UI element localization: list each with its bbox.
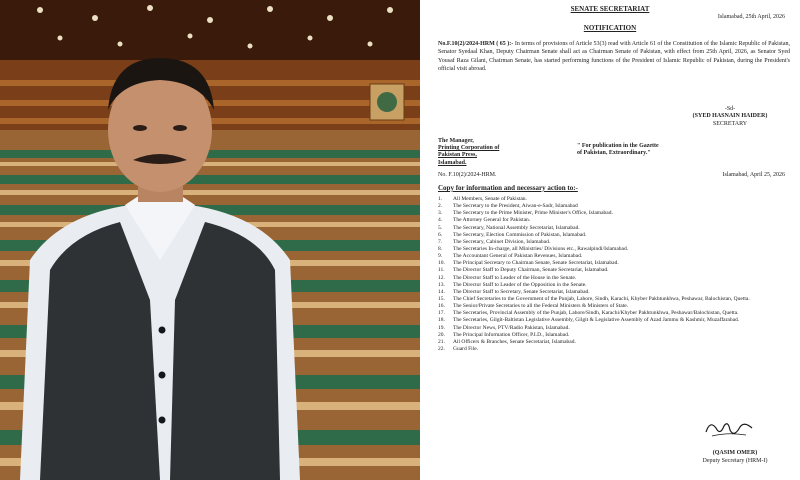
list-item — [438, 346, 790, 353]
list-item-number: 11. — [438, 267, 445, 274]
reference-lead: No.F.10(2)/2024-HRM ( 65 ):- — [438, 41, 514, 47]
list-item-text: The Principal Information Officer, P.I.D., Islamabad. — [453, 331, 570, 338]
list-item-text: The Secretaries In-charge, all Ministries/ Divisions etc., Rawalpindi/Islamabad. — [453, 245, 629, 252]
list-item — [438, 239, 790, 246]
list-item-text: All Members, Senate of Pakistan. — [453, 196, 527, 202]
list-item-text: The Secretary, Election Commission of Pakistan, Islamabad. — [453, 231, 587, 238]
list-item — [438, 267, 790, 274]
list-item — [438, 275, 790, 282]
list-item-number: 16. — [438, 303, 445, 310]
deputy-title: Deputy Secretary (HRM-I) — [702, 457, 768, 464]
list-item-text: The Secretaries, Gilgit-Baltistan Legislative Assembly, Gilgit & Legislative Assembly of Azad Jammu & Kashmir, Muzaffarabad. — [453, 317, 740, 324]
list-item-text: The Secretaries, Provincial Assembly of the Punjab, Lahore/Sindh, Karachi/Khyber Pakhtunkhwa, Peshawar/Balochistan, Quetta. — [453, 310, 739, 317]
body-text: In terms of provisions of Article 53(3) read with Article 61 of the Constitution of the Islamic Republic of Pakistan, Senator Syedaal Khan, Deputy Chairman Senate shall act as Chairman Senate of Pakistan, with effect from 25th April, 2026, as Senator Syed Yousaf Raza Gilani, Chairman Senate, has started performing functions of the President of Islamic Republic of Pakistan, during the President's official visit abroad. — [438, 41, 791, 72]
list-item-number: 10. — [438, 260, 445, 267]
list-item — [438, 196, 790, 203]
sd-mark: -Sd- — [724, 106, 736, 112]
list-item — [438, 225, 790, 232]
list-item — [438, 232, 790, 239]
list-item-text: All Officers & Branches, Senate Secretariat, Islamabad. — [453, 338, 576, 345]
list-item-number: 14. — [438, 288, 445, 295]
list-item-number: 15. — [438, 295, 445, 302]
gazette-line: of Pakistan, Extraordinary." — [577, 150, 651, 157]
list-item-text: The Senior/Private Secretaries to all the Federal Ministers & Ministers of State. — [453, 303, 629, 310]
list-item-number: 7. — [438, 238, 443, 245]
gazette-note — [577, 143, 659, 157]
list-item — [438, 253, 790, 260]
list-item-number: 9. — [438, 253, 443, 260]
secretary-title: SECRETARY — [712, 120, 748, 127]
addressee-line: Pakistan Press, — [438, 152, 477, 159]
list-item-number: 21. — [438, 338, 445, 345]
list-item-text: The Chief Secretaries to the Government of the Punjab, Lahore, Sindh, Karachi, Khyber Pakhtunkhwa, Peshawar, Balochistan, Quetta. — [453, 295, 750, 302]
list-item-number: 12. — [438, 274, 445, 281]
list-item-number: 6. — [438, 231, 443, 238]
office-heading: SENATE SECRETARIAT — [570, 5, 650, 13]
signature-block-deputy — [670, 450, 800, 465]
list-item-text: Guard File. — [453, 345, 479, 352]
list-item — [438, 332, 790, 339]
reference-date: Islamabad, April 25, 2026 — [722, 172, 785, 178]
addressee-line: Islamabad. — [438, 159, 467, 166]
notification-heading: NOTIFICATION — [583, 24, 637, 32]
list-item-text: The Accountant General of Pakistan Revenues, Islamabad. — [453, 253, 583, 260]
senate-notification-document — [420, 0, 800, 480]
handwritten-signature-icon — [702, 418, 756, 442]
list-item-text: The Director Staff to Leader of the House in the Senate. — [453, 274, 577, 281]
list-item-text: The Director Staff to Deputy Chairman, Senate Secretariat, Islamabad. — [453, 267, 609, 274]
list-item-number: 18. — [438, 317, 445, 324]
list-item-number: 13. — [438, 281, 445, 288]
copy-list-heading: Copy for information and necessary action to:- — [438, 184, 578, 192]
notification-body — [438, 40, 790, 73]
reference-number: No. F.10(2)/2024-HRM. — [438, 172, 497, 178]
list-item-text: The Secretary to the President, Aiwan-e-Sadr, Islamabad — [453, 203, 578, 210]
list-item — [438, 317, 790, 324]
list-item-text: The Secretary to the Prime Minister, Prime Minister's Office, Islamabad. — [453, 210, 613, 217]
addressee-line: Printing Corporation of — [438, 145, 500, 152]
secretary-name: (SYED HASNAIN HAIDER) — [692, 113, 768, 120]
list-item-number: 2. — [438, 203, 443, 210]
deputy-name: (QASIM OMER) — [712, 450, 758, 456]
list-item-number: 19. — [438, 324, 445, 331]
addressee-block — [438, 138, 499, 167]
list-item-text: The Secretary, National Assembly Secretariat, Islamabad. — [453, 224, 580, 231]
list-item — [438, 289, 790, 296]
list-item-text: The Director Staff to Leader of the Opposition in the Senate. — [453, 281, 587, 288]
list-item-text: The Attorney General for Pakistan. — [453, 217, 531, 224]
list-item-number: 1. — [438, 196, 443, 202]
list-item-text: The Director News, PTV/Radio Pakistan, Islamabad. — [453, 324, 570, 331]
list-item-text: The Director Staff to Secretary, Senate Secretariat, Islamabad. — [453, 288, 590, 295]
list-item-number: 3. — [438, 210, 443, 217]
list-item — [438, 282, 790, 289]
signature-block-secretary — [670, 106, 790, 128]
list-item-number: 5. — [438, 224, 443, 231]
copy-distribution-list — [438, 196, 790, 353]
list-item-number: 22. — [438, 345, 445, 352]
gazette-line: " For publication in the Gazette — [577, 143, 659, 149]
list-item-number: 4. — [438, 217, 443, 224]
list-item-number: 8. — [438, 245, 443, 252]
list-item-text: The Secretary, Cabinet Division, Islamabad. — [453, 238, 551, 245]
date-line: Islamabad, 25th April, 2026 — [717, 14, 785, 20]
list-item — [438, 325, 790, 332]
list-item-number: 20. — [438, 331, 445, 338]
list-item — [438, 339, 790, 346]
list-item-text: The Principal Secretary to Chairman Senate, Senate Secretariat, Islamabad. — [453, 260, 619, 267]
list-item — [438, 217, 790, 224]
addressee-line: The Manager, — [438, 138, 474, 144]
list-item-number: 17. — [438, 310, 445, 317]
